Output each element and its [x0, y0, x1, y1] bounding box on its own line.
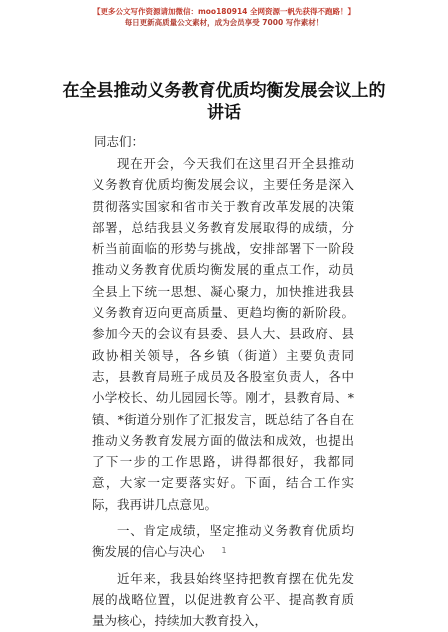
salutation: 同志们：	[94, 134, 145, 149]
page-number: 1	[221, 546, 227, 555]
document-title: 在全县推动义务教育优质均衡发展会议上的讲话	[62, 81, 386, 123]
promo-banner	[0, 6, 448, 28]
body-paragraph-section-1: 近年来，我县始终坚持把教育摆在优先发展的战略位置，以促进教育公平、提高教育质量为核心，持续加大教育投入，	[92, 570, 354, 629]
promo-banner-line-1: 【更多公文写作资源请加微信：moo180914 全网资源一帆先获得不跑路！】	[92, 7, 356, 16]
section-heading-1: 一、肯定成绩，坚定推动义务教育优质均衡发展的信心与决心	[92, 523, 354, 560]
document-body	[92, 153, 354, 632]
body-paragraph-opening: 现在开会，今天我们在这里召开全县推动义务教育优质均衡发展会议，主要任务是深入贯彻落实国家和省市关于教育改革发展的决策部署，总结我县义务教育发展取得的成绩，分析当前面临的形势与挑战，安排部署下一阶段推动义务教育优质均衡发展的重点工作，动员全县上下统一思想、凝心聚力，加快推进我县义务教育迈向更高质量、更趋均衡的新阶段。参加今天的会议有县委、县人大、县政府、县政协相关领导，各乡镇（街道）主要负责同志，县教育局班子成员及各股室负责人，各中小学校长、幼儿园园长等。刚才，县教育局、*镇、*街道分别作了汇报发言，既总结了各自在推动义务教育发展方面的做法和成效，也提出了下一步的工作思路，讲得都很好，我都同意，大家一定要落实好。下面，结合工作实际，我再讲几点意见。	[92, 156, 354, 512]
promo-banner-line-2: 每日更新高质量公文素材，成为会员享受 7000 写作素材！	[124, 18, 324, 27]
